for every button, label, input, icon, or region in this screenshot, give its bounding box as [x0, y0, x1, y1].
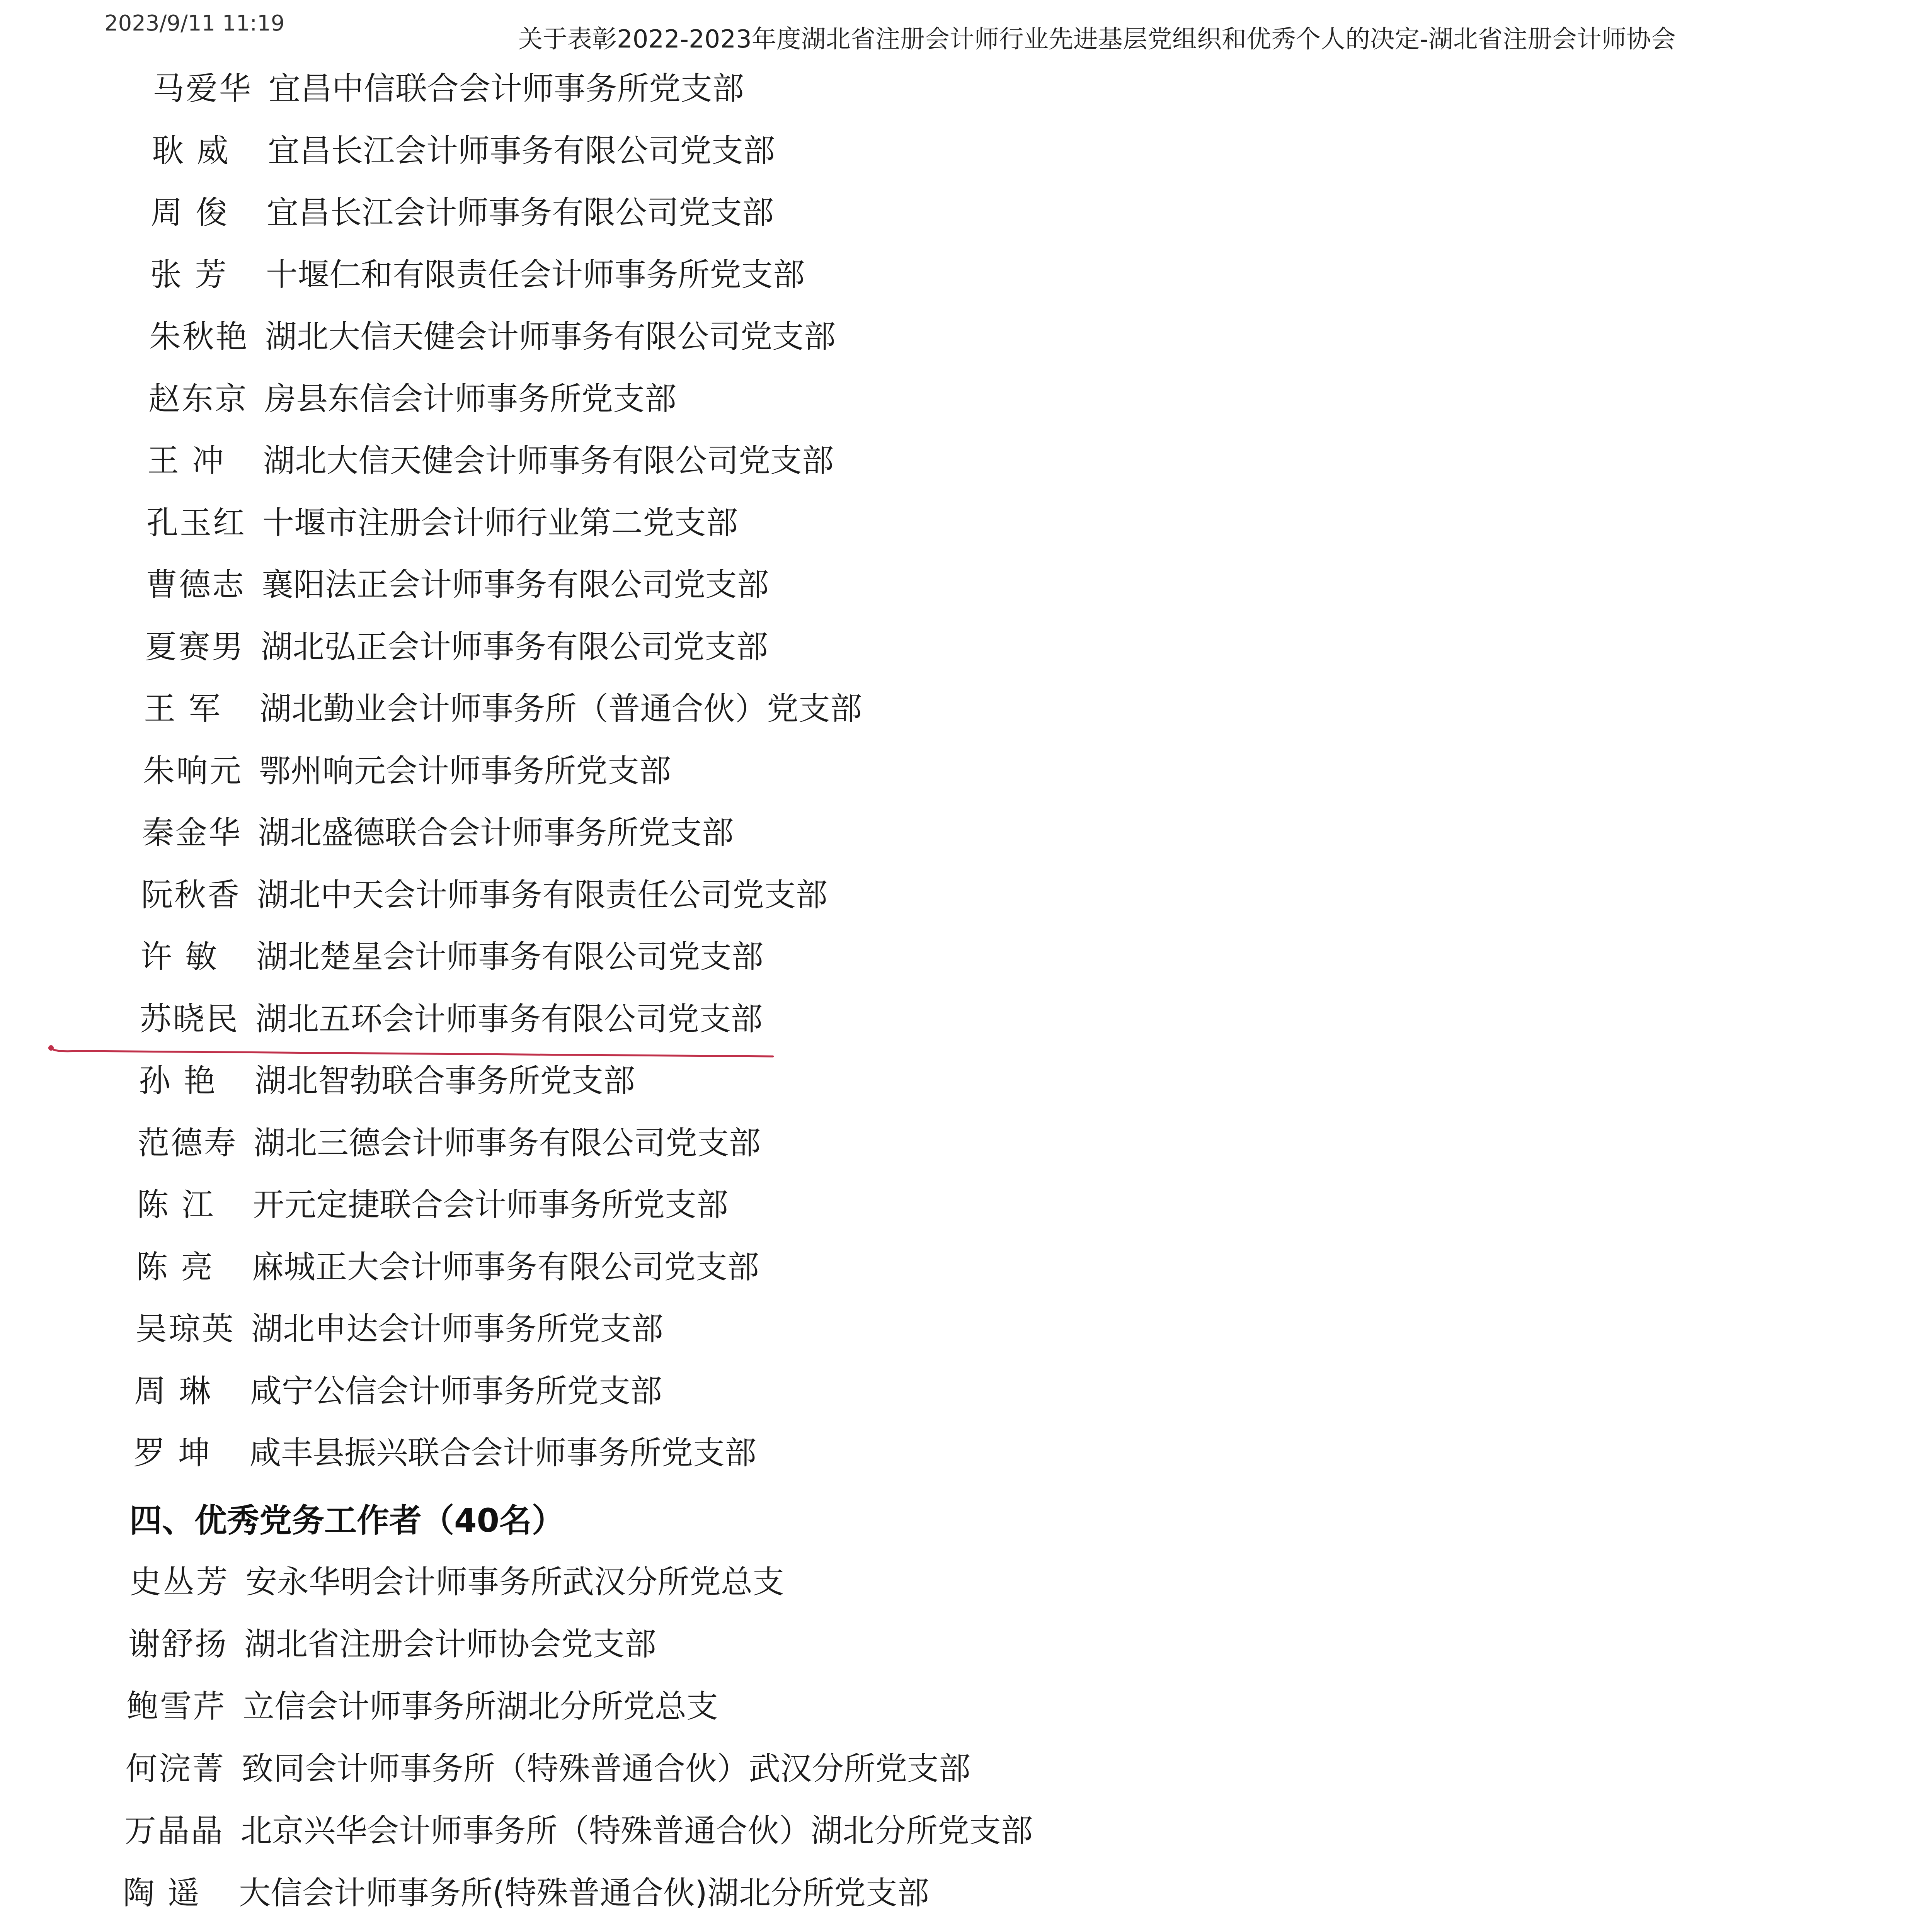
list-item: [136, 1246, 759, 1289]
organization-name: 湖北盛德联合会计师事务所党支部: [258, 815, 734, 851]
organization-name: 湖北大信天健会计师事务有限公司党支部: [263, 442, 834, 479]
list-item: [134, 1370, 662, 1413]
list-item: [139, 1060, 635, 1102]
organization-name: 咸丰县振兴联合会计师事务所党支部: [249, 1435, 757, 1471]
list-item: [124, 1810, 1033, 1852]
organization-name: 咸宁公信会计师事务所党支部: [250, 1373, 662, 1410]
organization-name: 开元定捷联合会计师事务所党支部: [253, 1187, 729, 1223]
organization-name: 襄阳法正会计师事务有限公司党支部: [262, 566, 769, 603]
list-item: [144, 688, 862, 730]
list-item: [141, 874, 827, 917]
page-title: 关于表彰2022-2023年度湖北省注册会计师行业先进基层党组织和优秀个人的决定-湖北省注册会计师协会: [518, 25, 1676, 54]
person-name: 何浣菁: [126, 1750, 226, 1787]
list-item: [149, 316, 836, 358]
list-item: [137, 1184, 728, 1226]
list-item: [128, 1623, 656, 1666]
person-name: 夏赛男: [145, 629, 245, 665]
organization-name: 宜昌长江会计师事务有限公司党支部: [268, 133, 775, 169]
pen-underline-mark: [46, 1043, 781, 1059]
list-item: [146, 564, 769, 606]
list-item: [126, 1748, 970, 1790]
organization-name: 十堰仁和有限责任会计师事务所党支部: [266, 257, 805, 293]
person-name: 秦金华: [142, 815, 242, 851]
list-item: [150, 254, 805, 296]
person-name: 阮秋香: [141, 877, 241, 913]
person-name: 罗 坤: [133, 1435, 212, 1471]
list-item: [152, 130, 775, 172]
person-name: 谢舒扬: [128, 1626, 228, 1663]
organization-name: 湖北楚星会计师事务有限公司党支部: [256, 939, 764, 975]
organization-name: 湖北中天会计师事务有限责任公司党支部: [257, 877, 828, 913]
person-name: 许 敏: [140, 939, 219, 975]
person-name: 苏晓民: [140, 1001, 240, 1037]
person-name: 张 芳: [150, 257, 228, 293]
organization-name: 致同会计师事务所（特殊普通合伙）武汉分所党支部: [242, 1750, 971, 1787]
section-heading: 四、优秀党务工作者（40名）: [129, 1502, 564, 1539]
person-name: 孔玉红: [146, 505, 247, 541]
organization-name: 立信会计师事务所湖北分所党总支: [243, 1688, 718, 1725]
person-name: 吴琼英: [135, 1311, 235, 1347]
organization-name: 大信会计师事务所(特殊普通合伙)湖北分所党支部: [239, 1875, 929, 1912]
list-item: [140, 998, 763, 1041]
person-name: 周 琳: [134, 1373, 213, 1410]
person-name: 王 冲: [147, 442, 226, 479]
list-item: [145, 626, 768, 668]
organization-name: 湖北大信天健会计师事务有限公司党支部: [265, 318, 836, 355]
person-name: 陶 遥: [123, 1875, 201, 1912]
list-item: [153, 68, 744, 110]
person-name: 陈 江: [137, 1187, 215, 1223]
person-name: 马爱华: [153, 70, 253, 107]
person-name: 朱响元: [143, 753, 243, 789]
list-item: [135, 1308, 663, 1350]
organization-name: 湖北申达会计师事务所党支部: [251, 1311, 664, 1347]
organization-name: 安永华明会计师事务所武汉分所党总支: [245, 1564, 785, 1600]
organization-name: 鄂州响元会计师事务所党支部: [259, 753, 671, 789]
person-name: 朱秋艳: [149, 318, 249, 355]
print-datetime: 2023/9/11 11:19: [104, 11, 285, 36]
list-item: [151, 192, 774, 234]
list-item: [142, 812, 734, 854]
organization-name: 湖北智勃联合事务所党支部: [255, 1063, 635, 1099]
organization-name: 湖北勤业会计师事务所（普通合伙）党支部: [260, 690, 862, 727]
person-name: 周 俊: [151, 194, 229, 231]
person-name: 陈 亮: [136, 1249, 215, 1286]
list-item: [129, 1561, 784, 1604]
list-item: [127, 1685, 718, 1728]
list-item: [146, 502, 738, 544]
list-item: [140, 936, 763, 978]
list-item: [147, 440, 834, 482]
person-name: 曹德志: [146, 566, 246, 603]
organization-name: 宜昌长江会计师事务有限公司党支部: [267, 194, 774, 231]
organization-name: 房县东信会计师事务所党支部: [264, 381, 677, 417]
organization-name: 湖北弘正会计师事务有限公司党支部: [261, 629, 768, 665]
organization-name: 麻城正大会计师事务有限公司党支部: [252, 1249, 759, 1286]
organization-name: 十堰市注册会计师行业第二党支部: [262, 505, 738, 541]
organization-name: 湖北三德会计师事务有限公司党支部: [254, 1125, 761, 1162]
person-name: 耿 威: [152, 133, 230, 169]
person-name: 史丛芳: [129, 1564, 230, 1600]
organization-name: 北京兴华会计师事务所（特殊普通合伙）湖北分所党支部: [240, 1813, 1033, 1849]
person-name: 赵东京: [148, 381, 249, 417]
person-name: 王 军: [144, 690, 222, 727]
person-name: 万晶晶: [124, 1813, 225, 1849]
list-item: [143, 750, 671, 793]
organization-name: 湖北五环会计师事务有限公司党支部: [255, 1001, 763, 1037]
list-item: [123, 1872, 929, 1915]
organization-name: 湖北省注册会计师协会党支部: [244, 1626, 657, 1663]
person-name: 孙 艳: [139, 1063, 217, 1099]
organization-name: 宜昌中信联合会计师事务所党支部: [269, 70, 744, 107]
list-item: [138, 1122, 761, 1165]
list-item: [148, 378, 676, 420]
person-name: 范德寿: [138, 1125, 238, 1162]
list-item: [133, 1432, 756, 1475]
person-name: 鲍雪芹: [127, 1688, 227, 1725]
